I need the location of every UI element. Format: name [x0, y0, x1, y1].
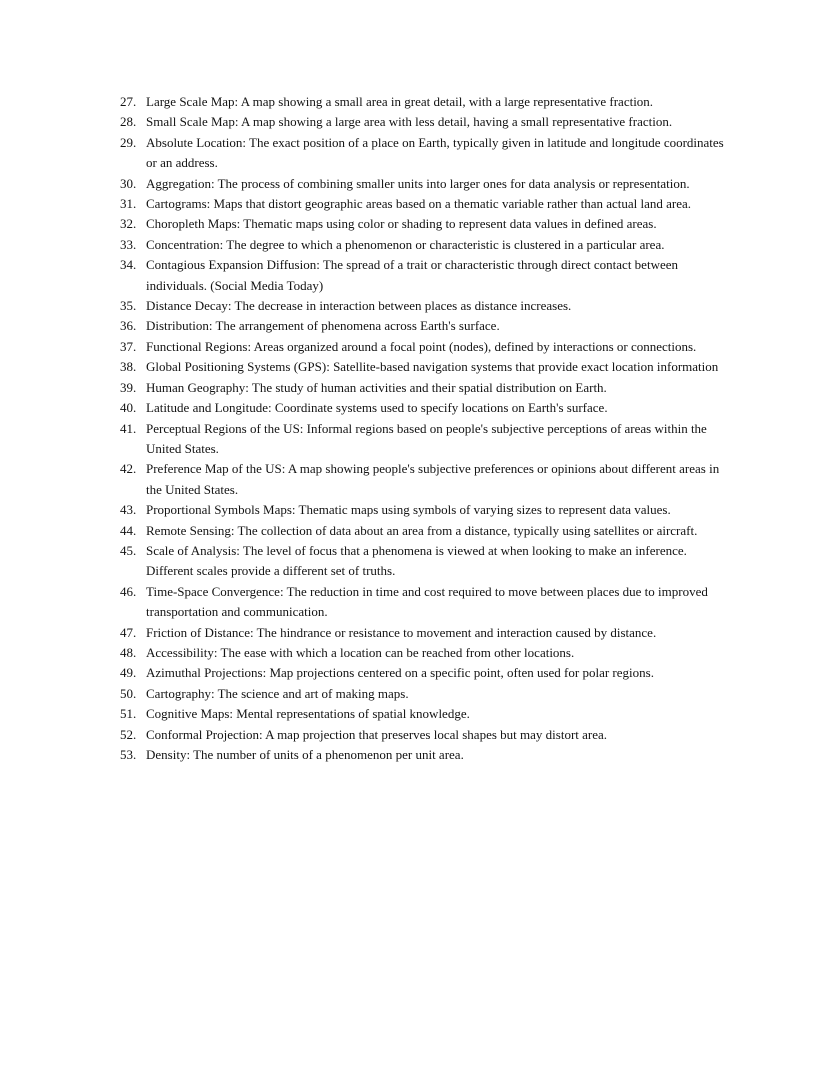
item-number: 38.	[120, 359, 137, 375]
list-item	[120, 643, 736, 663]
item-number: 39.	[120, 379, 137, 395]
list-item	[120, 521, 736, 541]
item-text: Latitude and Longitude: Coordinate systems used to specify locations on Earth's surface.	[146, 400, 608, 416]
item-number: 52.	[120, 726, 137, 742]
item-number: 43.	[120, 502, 137, 518]
item-text: Functional Regions: Areas organized around a focal point (nodes), defined by interactions or connections.	[146, 338, 697, 354]
list-item	[120, 112, 736, 132]
list-item	[120, 745, 736, 765]
item-text: Choropleth Maps: Thematic maps using color or shading to represent data values in defined areas.	[146, 216, 657, 232]
item-text: Proportional Symbols Maps: Thematic maps using symbols of varying sizes to represent data values.	[146, 502, 671, 518]
item-number: 36.	[120, 318, 137, 334]
item-number: 45.	[120, 542, 137, 558]
item-number: 46.	[120, 583, 137, 599]
item-text: Cartograms: Maps that distort geographic areas based on a thematic variable rather than actual land area.	[146, 196, 692, 212]
item-number: 27.	[120, 94, 137, 109]
list-item	[120, 296, 736, 316]
item-number: 48.	[120, 644, 137, 660]
item-text: Cognitive Maps: Mental representations of spatial knowledge.	[146, 706, 470, 722]
item-text: Contagious Expansion Diffusion: The spread of a trait or characteristic through direct contact between individuals. (Social Media Today)	[146, 257, 682, 293]
item-number: 49.	[120, 665, 137, 681]
list-item	[120, 419, 736, 460]
list-item	[120, 500, 736, 520]
item-text: Azimuthal Projections: Map projections centered on a specific point, often used for polar regions.	[146, 665, 654, 681]
list-item	[120, 255, 736, 296]
item-number: 29.	[120, 134, 137, 150]
item-text: Time-Space Convergence: The reduction in time and cost required to move between places due to improved transportation and communication.	[146, 583, 712, 620]
item-text: Small Scale Map: A map showing a large area with less detail, having a small representative fraction.	[146, 114, 673, 130]
item-text: Scale of Analysis: The level of focus that a phenomena is viewed at when looking to make an inference. Different scales provide a different set of truths.	[146, 542, 694, 579]
item-number: 31.	[120, 196, 137, 212]
item-number: 35.	[120, 298, 137, 314]
list-item	[120, 459, 736, 500]
item-number: 33.	[120, 236, 137, 252]
list-item	[120, 214, 736, 234]
item-number: 32.	[120, 216, 137, 232]
item-number: 42.	[120, 461, 137, 477]
item-number: 30.	[120, 175, 137, 191]
list-item	[120, 541, 736, 582]
item-text: Remote Sensing: The collection of data about an area from a distance, typically using satellites or aircraft.	[146, 522, 698, 538]
item-number: 34.	[120, 257, 137, 273]
item-text: Friction of Distance: The hindrance or resistance to movement and interaction caused by distance.	[146, 624, 657, 640]
list-item	[120, 92, 736, 112]
list-item	[120, 174, 736, 194]
item-text: Distribution: The arrangement of phenomena across Earth's surface.	[146, 318, 500, 334]
item-number: 50.	[120, 685, 137, 701]
item-number: 53.	[120, 747, 137, 762]
item-text: Human Geography: The study of human activities and their spatial distribution on Earth.	[146, 379, 607, 395]
item-number: 37.	[120, 338, 137, 354]
item-number: 41.	[120, 420, 137, 436]
term-list	[120, 92, 736, 765]
list-item	[120, 378, 736, 398]
list-item	[120, 623, 736, 643]
item-text: Cartography: The science and art of making maps.	[146, 685, 409, 701]
list-item	[120, 316, 736, 336]
list-item	[120, 357, 736, 377]
item-text: Conformal Projection: A map projection that preserves local shapes but may distort area.	[146, 726, 608, 742]
list-item	[120, 684, 736, 704]
item-text: Concentration: The degree to which a phenomenon or characteristic is clustered in a particular area.	[146, 236, 665, 252]
item-text: Large Scale Map: A map showing a small area in great detail, with a large representative fraction.	[146, 94, 654, 109]
item-text: Aggregation: The process of combining smaller units into larger ones for data analysis or representation.	[146, 175, 690, 191]
item-text: Distance Decay: The decrease in interaction between places as distance increases.	[146, 298, 572, 314]
list-item	[120, 337, 736, 357]
item-number: 40.	[120, 400, 137, 416]
item-text: Perceptual Regions of the US: Informal regions based on people's subjective perceptions of areas within the United States.	[146, 420, 711, 456]
list-item	[120, 133, 736, 174]
item-text: Absolute Location: The exact position of a place on Earth, typically given in latitude and longitude coordinates or an address.	[146, 134, 727, 171]
item-text: Density: The number of units of a phenomenon per unit area.	[146, 747, 464, 762]
item-text: Accessibility: The ease with which a location can be reached from other locations.	[146, 644, 575, 660]
list-item	[120, 725, 736, 745]
item-text: Global Positioning Systems (GPS): Satellite-based navigation systems that provide exact location information	[146, 359, 719, 375]
list-item	[120, 704, 736, 724]
list-item	[120, 663, 736, 683]
list-item	[120, 582, 736, 623]
list-item	[120, 194, 736, 214]
list-item	[120, 398, 736, 418]
item-text: Preference Map of the US: A map showing people's subjective preferences or opinions about different areas in the United States.	[146, 461, 723, 497]
item-number: 44.	[120, 522, 137, 538]
item-number: 47.	[120, 624, 137, 640]
list-item	[120, 235, 736, 255]
item-number: 51.	[120, 706, 137, 722]
item-number: 28.	[120, 114, 137, 130]
